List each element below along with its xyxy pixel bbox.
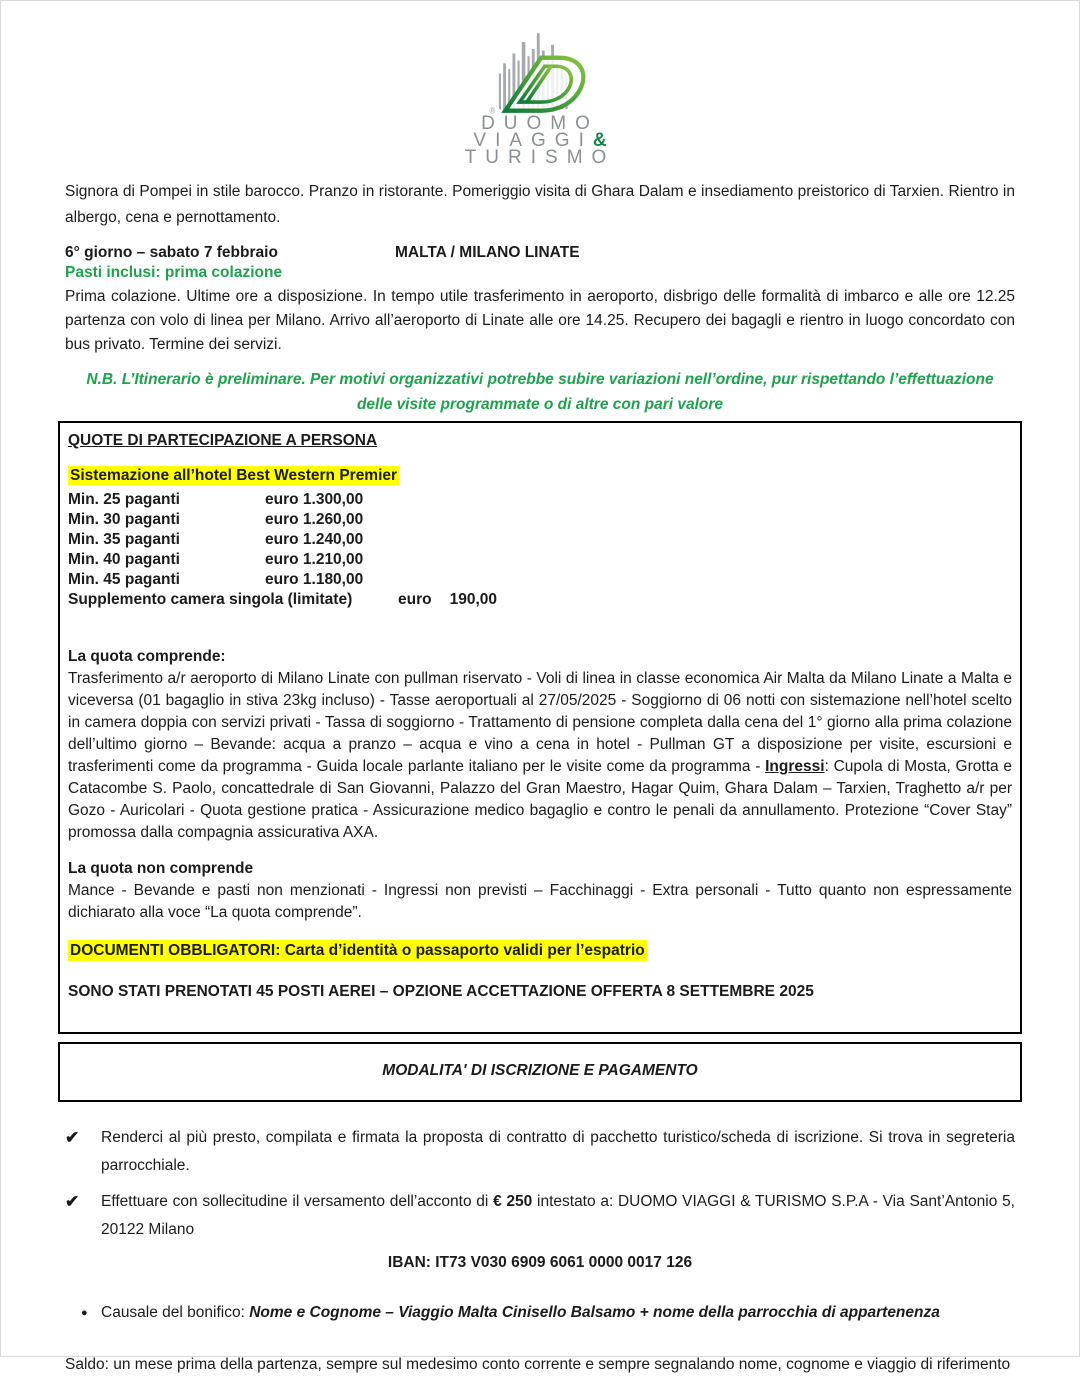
excludes-paragraph: Mance - Bevande e pasti non menzionati - Ingressi non previsti – Facchinaggi - Extra personali - Tutto quanto non espressamente dichiarato alla voce “La quota comprende”.	[68, 882, 1012, 921]
list-item	[65, 1188, 1015, 1244]
payment-box-title: MODALITA' DI ISCRIZIONE E PAGAMENTO	[382, 1062, 698, 1079]
brand-line-1: DUOMO	[481, 113, 599, 134]
supplement-amount: 190,00	[449, 591, 498, 608]
price-label: Min. 30 paganti	[68, 511, 180, 528]
includes-text-after: : Cupola di Mosta, Grotta e Catacombe S. Paolo, concattedrale di San Giovanni, Palazzo del Gran Maestro, Hagar Quim, Ghara Dalam – Tarxien, Traghetto a/r per Gozo - Auricolari - Quota gestione pratica - Assicurazione medico bagaglio e contro le penali da annullamento. Protezione “Cover Stay” promossa dalla compagnia assicurativa AXA.	[68, 758, 1012, 841]
includes-keyword: Ingressi	[765, 758, 825, 775]
excludes-title: La quota non comprende	[68, 860, 254, 877]
duomo-viaggi-logo-icon	[458, 29, 623, 115]
price-label: Min. 25 paganti	[68, 491, 180, 508]
intro-paragraph: Signora di Pompei in stile barocco. Pranzo in ristorante. Pomeriggio visita di Ghara Dalam e insediamento preistorico di Tarxien. Rientro in albergo, cena e pernottamento.	[65, 183, 1015, 226]
checklist-item-text: Renderci al più presto, compilata e firmata la proposta di contratto di pacchetto turistico/scheda di iscrizione. Si trova in segreteria parrocchiale.	[101, 1129, 1015, 1174]
includes-paragraph	[68, 668, 1012, 844]
causale-text	[101, 1302, 1015, 1324]
iban-line: IBAN: IT73 V030 6909 6061 0000 0017 126	[387, 1254, 693, 1271]
includes-text-before: Trasferimento a/r aeroporto di Milano Linate con pullman riservato - Voli di linea in classe economica Air Malta da Milano Linate a Malta e viceversa (01 bagaglio in stiva 23kg incluso) - Tasse aeroportuali al 27/05/2025 - Soggiorno di 06 notti con sistemazione nell’hotel scelto in camera doppia con servizi privati - Tassa di soggiorno - Trattamento di pensione completa dalla cena del 1° giorno alla prima colazione dell’ultimo giorno – Bevande: acqua a pranzo – acqua e vino a cena in hotel - Pullman GT a disposizione per visite, escursioni e trasferimenti come da programma - Guida locale parlante italiano per le visite come da programma -	[68, 670, 1012, 775]
day-heading	[65, 243, 1015, 263]
quotes-box	[58, 421, 1022, 1034]
brand-ampersand: &	[592, 130, 607, 151]
deposit-text-before: Effettuare con sollecitudine il versamento dell’acconto di	[101, 1193, 494, 1210]
booked-seats-line: SONO STATI PRENOTATI 45 POSTI AEREI – OPZIONE ACCETTAZIONE OFFERTA 8 SETTEMBRE 2025	[68, 983, 814, 1000]
price-value: euro 1.240,00	[265, 531, 364, 548]
price-row	[68, 510, 1012, 530]
price-row	[68, 570, 1012, 590]
brand-line-2: VIAGGI&	[473, 130, 607, 151]
price-value: euro 1.300,00	[265, 491, 364, 508]
payment-box	[58, 1042, 1022, 1102]
supplement-label: Supplemento camera singola (limitate)	[68, 591, 353, 608]
checkmark-icon: ✔	[65, 1128, 80, 1147]
green-d-monogram-icon	[505, 58, 583, 111]
payment-checklist	[65, 1124, 1015, 1244]
deposit-amount: € 250	[493, 1193, 533, 1210]
price-value: euro 1.260,00	[265, 511, 364, 528]
meals-included-line: Pasti inclusi: prima colazione	[65, 264, 283, 281]
nb-note: N.B. L’Itinerario è preliminare. Per motivi organizzativi potrebbe subire variazioni nell’ordine, pur rispettando l’effettuazione delle visite programmate o di altre con pari valore	[86, 371, 994, 413]
company-logo	[1, 29, 1079, 166]
price-label: Min. 45 paganti	[68, 571, 180, 588]
registered-mark-icon: ®	[489, 106, 495, 116]
hotel-highlight: Sistemazione all’hotel Best Western Premier	[70, 467, 398, 484]
list-item	[65, 1302, 1015, 1324]
supplement-currency: euro	[398, 591, 432, 608]
price-value: euro 1.210,00	[265, 551, 364, 568]
bullet-icon: ●	[81, 1307, 88, 1319]
price-row	[68, 490, 1012, 510]
day-paragraph: Prima colazione. Ultime ore a disposizione. In tempo utile trasferimento in aeroporto, disbrigo delle formalità di imbarco e alle ore 12.25 partenza con volo di linea per Milano. Arrivo all’aeroporto di Linate alle ore 14.25. Recupero dei bagagli e rientro in luogo concordato con bus privato. Termine dei servizi.	[65, 288, 1015, 353]
saldo-line: Saldo: un mese prima della partenza, sempre sul medesimo conto corrente e sempre segnalando nome, cognome e viaggio di riferimento	[65, 1356, 1011, 1373]
deposit-text-after: intestato a: DUOMO VIAGGI & TURISMO S.P.A - Via Sant’Antonio 5, 20122 Milano	[101, 1193, 1015, 1238]
list-item	[65, 1124, 1015, 1180]
price-value: euro 1.180,00	[265, 571, 364, 588]
causale-prefix: Causale del bonifico:	[101, 1304, 250, 1321]
checkmark-icon: ✔	[65, 1192, 80, 1211]
day-heading-route: MALTA / MILANO LINATE	[395, 244, 580, 261]
price-label: Min. 40 paganti	[68, 551, 180, 568]
brand-wordmark	[1, 115, 1079, 166]
hotel-highlight-line	[68, 465, 1012, 486]
brand-line-3: TURISMO	[464, 147, 616, 168]
checklist-item-text	[101, 1188, 1015, 1244]
price-row	[68, 550, 1012, 570]
day-heading-date: 6° giorno – sabato 7 febbraio	[65, 244, 278, 261]
price-table	[68, 490, 1012, 610]
causale-detail: Nome e Cognome – Viaggio Malta Cinisello Balsamo + nome della parrocchia di appartenenza	[249, 1304, 940, 1321]
price-label: Min. 35 paganti	[68, 531, 180, 548]
documents-highlight: DOCUMENTI OBBLIGATORI: Carta d’identità o passaporto validi per l’espatrio	[70, 942, 645, 959]
documents-required-line	[68, 940, 1012, 962]
single-room-supplement-row	[68, 590, 1012, 610]
quotes-title: QUOTE DI PARTECIPAZIONE A PERSONA	[68, 432, 378, 449]
price-row	[68, 530, 1012, 550]
includes-title: La quota comprende:	[68, 648, 226, 665]
